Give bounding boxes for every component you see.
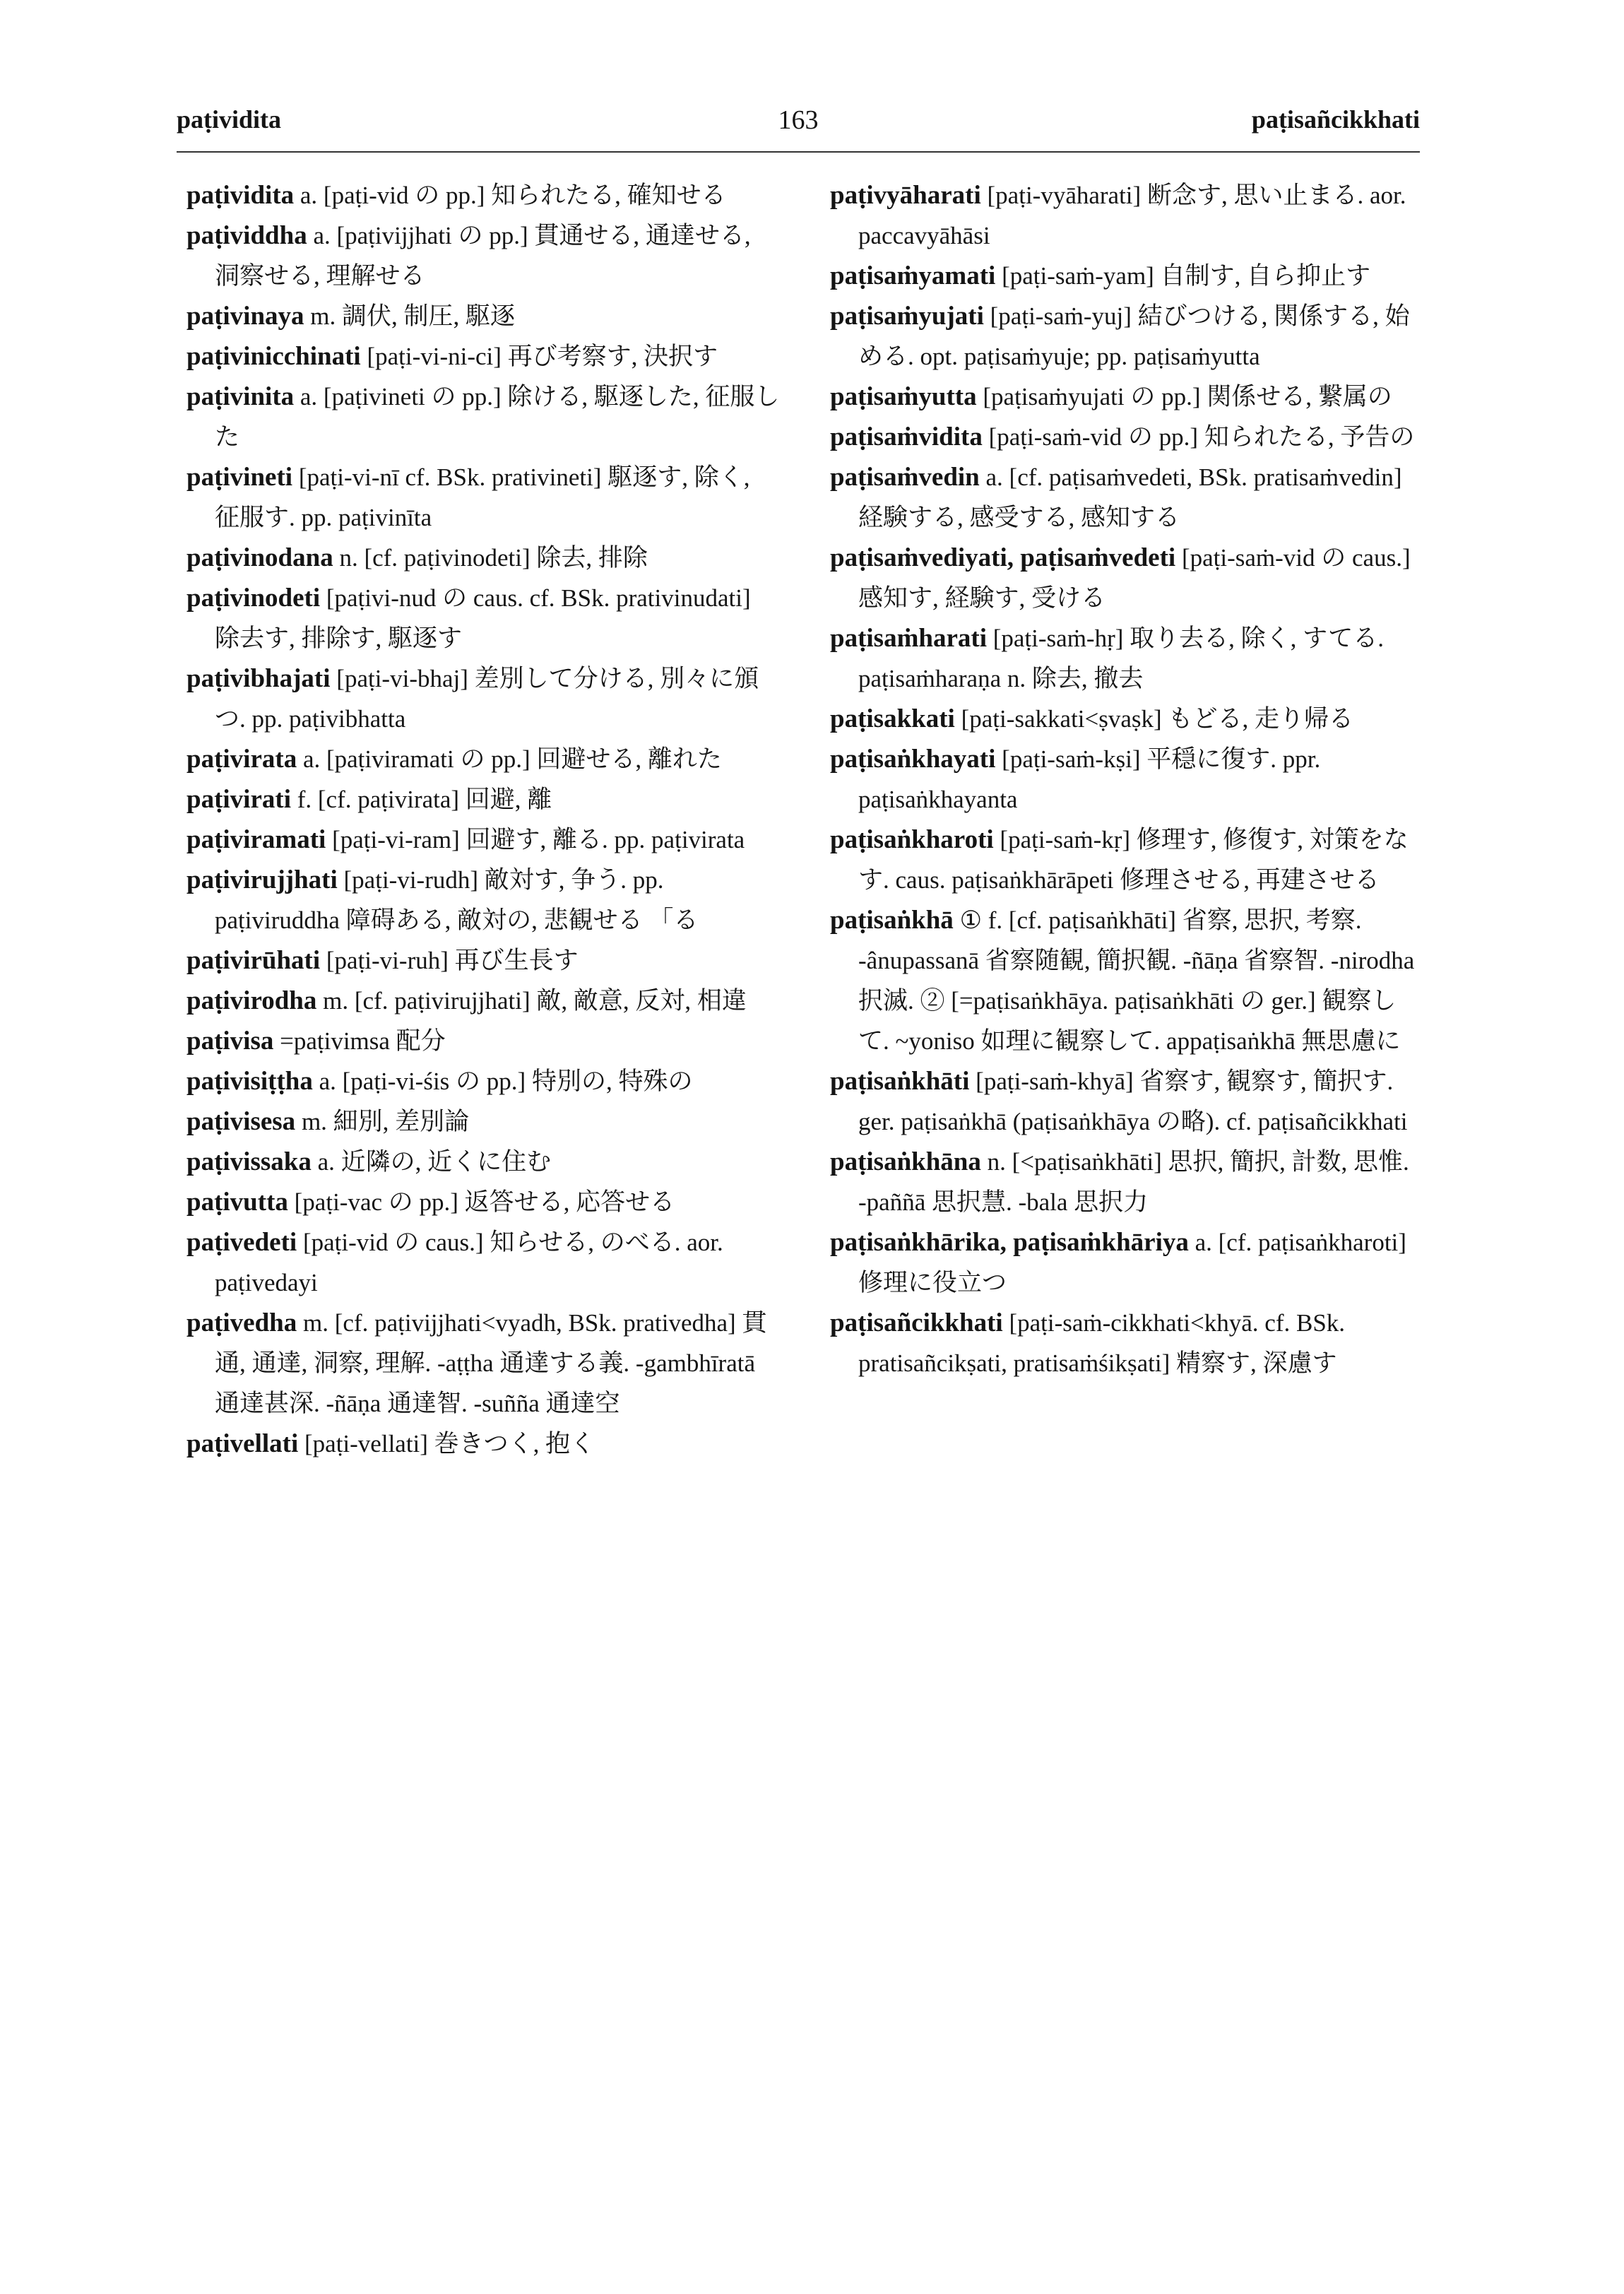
dictionary-entry <box>186 820 780 860</box>
entry-definition: [paṭi-vi-bhaj] 差別して分ける, 別々に頒つ. pp. paṭivibhatta <box>215 665 759 733</box>
dictionary-entry <box>830 900 1423 1061</box>
dictionary-entry <box>186 1101 780 1142</box>
entry-definition: [paṭivi-nud の caus. cf. BSk. prativinudati] 除去す, 排除す, 駆逐す <box>215 584 751 652</box>
dictionary-entry <box>830 417 1423 457</box>
dictionary-entry <box>830 1061 1423 1142</box>
entry-definition: a. [cf. paṭisaṁvedeti, BSk. pratisaṁvedin] 経験する, 感受する, 感知する <box>858 463 1402 531</box>
dictionary-entry <box>830 1303 1423 1383</box>
entry-definition: [paṭi-vellati] 巻きつく, 抱く <box>298 1430 595 1458</box>
dictionary-entry <box>186 981 780 1021</box>
entry-headword: paṭisañcikkhati <box>830 1308 1003 1337</box>
entry-definition: [paṭi-vid の caus.] 知らせる, のべる. aor. paṭivedayi <box>215 1229 723 1296</box>
entry-headword: paṭivisiṭṭha <box>186 1067 313 1096</box>
entry-definition: [paṭi-saṁ-cikkhati<khyā. cf. BSk. pratisañcikṣati, pratisaṁśikṣati] 精察す, 深慮す <box>858 1309 1346 1377</box>
dictionary-entry <box>186 1182 780 1222</box>
left-column <box>186 175 780 1464</box>
dictionary-entry <box>830 256 1423 296</box>
entry-headword: paṭivellati <box>186 1429 299 1458</box>
entry-headword: paṭisaṅkhāti <box>830 1067 970 1096</box>
dictionary-entry <box>830 1142 1423 1222</box>
entry-headword: paṭivisa <box>186 1027 274 1056</box>
dictionary-entry <box>186 779 780 820</box>
dictionary-entry <box>186 296 780 336</box>
entry-headword: paṭivisesa <box>186 1107 296 1136</box>
page-number: 163 <box>778 105 819 135</box>
entry-definition: m. 細別, 差別論 <box>295 1108 470 1135</box>
entry-definition: [paṭi-saṁ-hṛ] 取り去る, 除く, すてる. paṭisaṁharaṇa n. 除去, 撤去 <box>858 625 1384 692</box>
entry-definition: [paṭi-saṁ-vid の pp.] 知られたる, 予告の <box>982 423 1415 451</box>
entry-headword: paṭivirodha <box>186 986 317 1015</box>
header-left-guide-word: paṭividita <box>177 105 282 134</box>
entry-headword: paṭivissaka <box>186 1147 312 1176</box>
dictionary-entry <box>186 336 780 377</box>
entry-headword: paṭividita <box>186 181 295 210</box>
entry-headword: paṭivinodana <box>186 543 333 572</box>
entry-headword: paṭivedeti <box>186 1228 297 1257</box>
dictionary-entry <box>830 457 1423 538</box>
entry-definition: m. [cf. paṭivirujjhati] 敵, 敵意, 反対, 相違 <box>316 987 747 1015</box>
entry-definition: a. [cf. paṭisaṅkharoti] 修理に役立つ <box>858 1229 1406 1296</box>
dictionary-entry <box>186 1303 780 1424</box>
entry-definition: a. 近隣の, 近くに住む <box>311 1148 552 1176</box>
dictionary-entry <box>186 175 780 215</box>
entry-headword: paṭisaṁvediyati, paṭisaṁvedeti <box>830 543 1176 572</box>
entry-headword: paṭisaṁvedin <box>830 463 980 492</box>
dictionary-entry <box>830 538 1423 618</box>
entry-headword: paṭiviramati <box>186 825 326 854</box>
entry-definition: [paṭi-vi-rudh] 敵対す, 争う. pp. paṭiviruddha 障碍ある, 敵対の, 悲観せる 「る <box>215 866 699 934</box>
entry-definition: a. [paṭivineti の pp.] 除ける, 駆逐した, 征服した <box>215 383 780 451</box>
dictionary-entry <box>830 618 1423 699</box>
entry-headword: paṭivirata <box>186 745 297 774</box>
entry-headword: paṭisaṅkhā <box>830 906 954 935</box>
entry-headword: paṭivibhajati <box>186 664 331 693</box>
entry-definition: [paṭi-saṁ-yuj] 結びつける, 関係する, 始める. opt. paṭisaṁyuje; pp. paṭisaṁyutta <box>858 302 1410 370</box>
dictionary-entry <box>186 658 780 739</box>
dictionary-entry <box>186 538 780 578</box>
entry-definition: a. [paṭi-vid の pp.] 知られたる, 確知せる <box>294 182 726 209</box>
right-column <box>830 175 1423 1383</box>
entry-definition: [paṭi-saṁ-kṛ] 修理す, 修復す, 対策をなす. caus. paṭisaṅkhārāpeti 修理させる, 再建させる <box>858 826 1409 894</box>
dictionary-entry <box>830 1222 1423 1303</box>
entry-headword: paṭisaṅkharoti <box>830 825 994 854</box>
dictionary-entry <box>830 739 1423 820</box>
entry-definition: [paṭi-vi-ni-ci] 再び考察す, 決択す <box>360 343 718 370</box>
dictionary-entry <box>186 578 780 658</box>
entry-headword: paṭivirati <box>186 785 291 814</box>
entry-headword: paṭivineti <box>186 463 293 492</box>
entry-headword: paṭivirujjhati <box>186 865 338 894</box>
dictionary-entry <box>186 940 780 981</box>
entry-headword: paṭivinita <box>186 382 295 411</box>
entry-headword: paṭivutta <box>186 1188 288 1217</box>
dictionary-entry <box>186 1061 780 1101</box>
page-header <box>177 105 1420 147</box>
entry-headword: paṭivyāharati <box>830 181 981 210</box>
entry-definition: ① f. [cf. paṭisaṅkhāti] 省察, 思択, 考察. -ânupassanā 省察随観, 簡択観. -ñāṇa 省察智. -nirodha 択滅. ② [=paṭisaṅkhāya. paṭisaṅkhāti の ger.] 観察して. ~yoniso 如理に観察して. appaṭisaṅkhā 無思慮に <box>858 906 1415 1055</box>
entry-definition: [paṭi-saṁ-khyā] 省察す, 観察す, 簡択す. ger. paṭisaṅkhā (paṭisaṅkhāya の略). cf. paṭisañcikkhati <box>858 1068 1408 1135</box>
dictionary-entry <box>186 739 780 779</box>
header-right-guide-word: paṭisañcikkhati <box>1251 105 1420 134</box>
entry-definition: [paṭi-vac の pp.] 返答せる, 応答せる <box>288 1188 675 1216</box>
entry-headword: paṭivedha <box>186 1308 297 1337</box>
entry-headword: paṭisaṅkhārika, paṭisaṁkhāriya <box>830 1228 1189 1257</box>
entry-headword: paṭisaṁyamati <box>830 261 996 290</box>
entry-headword: paṭividdha <box>186 221 307 250</box>
entry-headword: paṭisaṁvidita <box>830 422 983 451</box>
entry-definition: [paṭi-saṁ-kṣi] 平穏に復す. ppr. paṭisaṅkhayanta <box>858 745 1321 813</box>
entry-headword: paṭivinicchinati <box>186 342 361 371</box>
dictionary-entry <box>186 457 780 538</box>
dictionary-entry <box>186 860 780 940</box>
header-rule <box>177 151 1420 153</box>
dictionary-entry <box>830 699 1423 739</box>
dictionary-entry <box>830 820 1423 900</box>
entry-headword: paṭisaṅkhāna <box>830 1147 981 1176</box>
entry-definition: [paṭi-vi-ruh] 再び生長す <box>320 947 579 974</box>
entry-definition: n. [cf. paṭivinodeti] 除去, 排除 <box>333 544 648 572</box>
entry-definition: m. [cf. paṭivijjhati<vyadh, BSk. prativedha] 貫通, 通達, 洞察, 理解. -aṭṭha 通達する義. -gambhīratā 通達甚深. -ñāṇa 通達智. -suñña 通達空 <box>215 1309 767 1417</box>
entry-definition: [paṭi-saṁ-yam] 自制す, 自ら抑止す <box>995 262 1371 290</box>
entry-definition: [paṭi-vi-nī cf. BSk. prativineti] 駆逐す, 除く, 征服す. pp. paṭivinīta <box>215 463 750 531</box>
entry-definition: a. [paṭi-vi-śis の pp.] 特別の, 特殊の <box>312 1068 693 1095</box>
dictionary-entry <box>830 377 1423 417</box>
entry-definition: [paṭisaṁyujati の pp.] 関係せる, 繋属の <box>976 383 1392 410</box>
entry-headword: paṭivinaya <box>186 302 304 331</box>
dictionary-entry <box>186 1424 780 1464</box>
entry-definition: [paṭi-saṁ-vid の caus.] 感知す, 経験す, 受ける <box>858 544 1411 612</box>
entry-headword: paṭivirūhati <box>186 946 321 975</box>
entry-headword: paṭisaṅkhayati <box>830 745 996 774</box>
entry-definition: [paṭi-vi-ram] 回避す, 離る. pp. paṭivirata <box>326 826 745 853</box>
entry-headword: paṭisaṁharati <box>830 624 987 653</box>
entry-definition: m. 調伏, 制圧, 駆逐 <box>304 302 516 330</box>
entry-headword: paṭisakkati <box>830 704 955 733</box>
dictionary-entry <box>830 296 1423 377</box>
entry-headword: paṭisaṁyutta <box>830 382 977 411</box>
dictionary-entry <box>186 215 780 296</box>
entry-headword: paṭivinodeti <box>186 584 321 613</box>
entry-definition: [paṭi-sakkati<ṣvaṣk] もどる, 走り帰る <box>954 705 1353 733</box>
entry-definition: a. [paṭiviramati の pp.] 回避せる, 離れた <box>297 745 722 773</box>
entry-definition: f. [cf. paṭivirata] 回避, 離 <box>290 786 552 813</box>
dictionary-entry <box>186 1142 780 1182</box>
entry-headword: paṭisaṁyujati <box>830 302 984 331</box>
dictionary-entry <box>186 1021 780 1061</box>
dictionary-entry <box>186 1222 780 1303</box>
dictionary-entry <box>830 175 1423 256</box>
entry-definition: n. [<paṭisaṅkhāti] 思択, 簡択, 計数, 思惟. -paññā 思択慧. -bala 思択力 <box>858 1148 1409 1216</box>
entry-definition: =paṭivimsa 配分 <box>273 1027 446 1055</box>
entry-definition: [paṭi-vyāharati] 断念す, 思い止まる. aor. paccavyāhāsi <box>858 182 1406 249</box>
dictionary-entry <box>186 377 780 457</box>
entry-definition: a. [paṭivijjhati の pp.] 貫通せる, 通達せる, 洞察せる, 理解せる <box>215 222 751 290</box>
